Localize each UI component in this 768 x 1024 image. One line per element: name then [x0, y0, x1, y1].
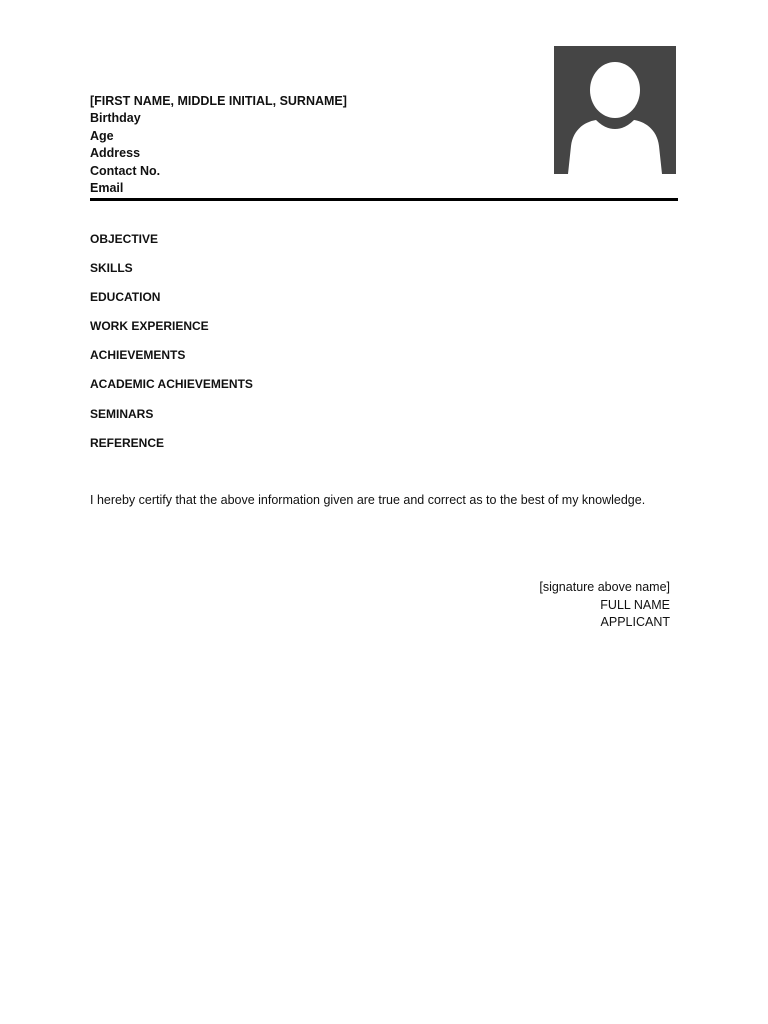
- applicant-label: APPLICANT: [600, 615, 670, 630]
- certification-statement: I hereby certify that the above information given are true and correct as to the best of my knowledge.: [90, 493, 646, 507]
- personal-info-block: [90, 93, 347, 197]
- section-headings: [90, 231, 253, 464]
- signature-placeholder: [signature above name]: [539, 580, 670, 594]
- section-skills: SKILLS: [90, 261, 133, 276]
- contact-label: Contact No.: [90, 163, 161, 178]
- section-objective: OBJECTIVE: [90, 232, 159, 246]
- email-label: Email: [90, 181, 124, 196]
- full-name-label: FULL NAME: [600, 597, 670, 612]
- section-work-experience: WORK EXPERIENCE: [90, 319, 209, 334]
- section-academic-achievements: ACADEMIC ACHIEVEMENTS: [90, 377, 253, 392]
- person-silhouette-icon: [554, 46, 676, 174]
- header-divider: [90, 198, 678, 201]
- signature-block: [539, 579, 670, 632]
- section-achievements: ACHIEVEMENTS: [90, 348, 186, 363]
- address-label: Address: [90, 146, 141, 161]
- name-placeholder: [FIRST NAME, MIDDLE INITIAL, SURNAME]: [90, 94, 347, 108]
- section-seminars: SEMINARS: [90, 406, 154, 421]
- profile-photo-placeholder: [554, 46, 676, 174]
- section-education: EDUCATION: [90, 290, 161, 305]
- birthday-label: Birthday: [90, 111, 141, 126]
- age-label: Age: [90, 128, 114, 143]
- section-reference: REFERENCE: [90, 435, 165, 450]
